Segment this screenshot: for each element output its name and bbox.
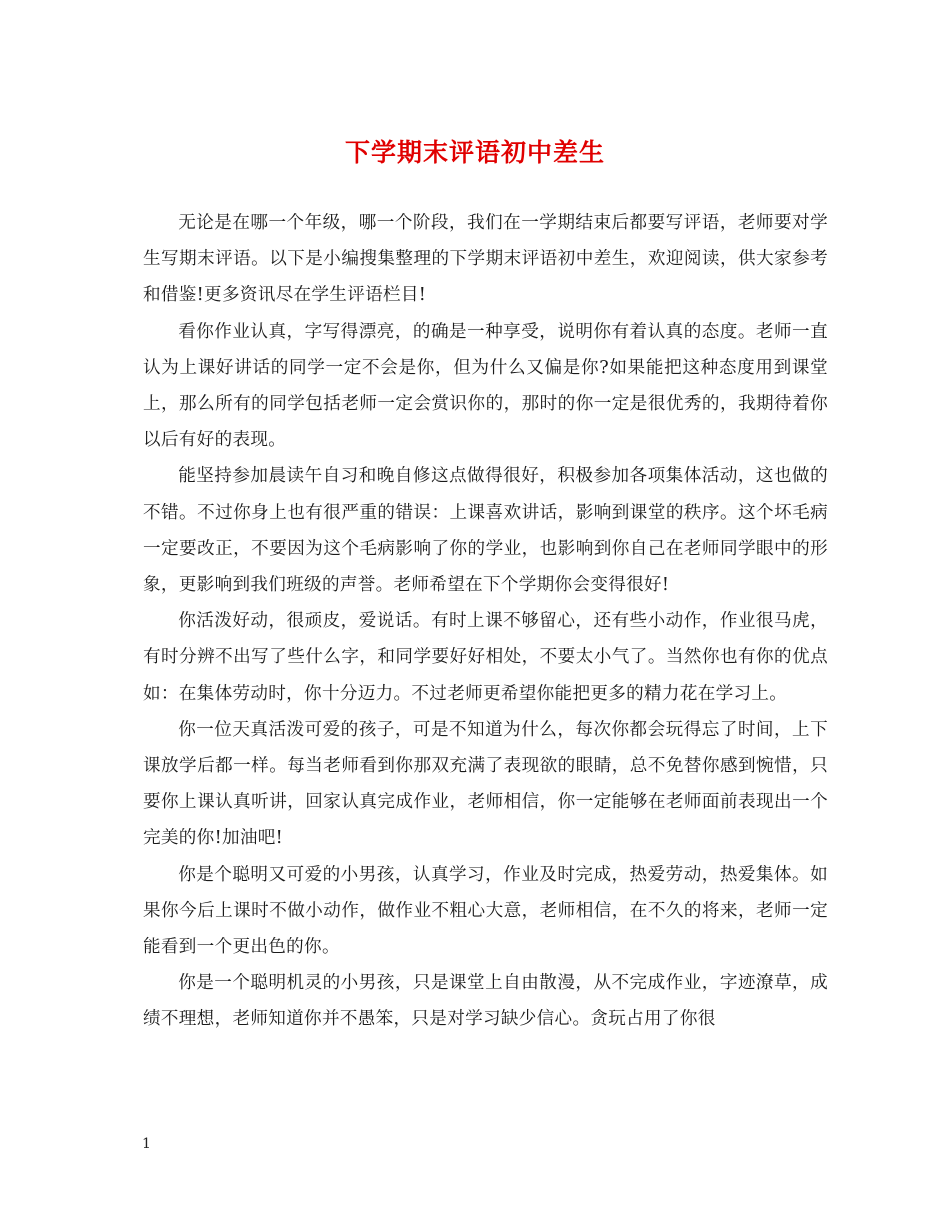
paragraph-comment-6: 你是一个聪明机灵的小男孩，只是课堂上自由散漫，从不完成作业，字迹潦草，成绩不理想，老师知道你并不愚笨，只是对学习缺少信心。贪玩占用了你很 — [143, 973, 828, 1030]
paragraph-comment-1: 看你作业认真，字写得漂亮，的确是一种享受，说明你有着认真的态度。老师一直认为上课好讲话的同学一定不会是你，但为什么又偏是你?如果能把这种态度用到课堂上，那么所有的同学包括老师一定会赏识你的，那时的你一定是很优秀的，我期待着你以后有好的表现。 — [143, 321, 828, 451]
document-body — [143, 205, 828, 1038]
page-number: 1 — [142, 1136, 151, 1152]
paragraph-intro: 无论是在哪一个年级，哪一个阶段，我们在一学期结束后都要写评语，老师要对学生写期末评语。以下是小编搜集整理的下学期末评语初中差生，欢迎阅读，供大家参考和借鉴!更多资讯尽在学生评语栏目! — [143, 213, 828, 306]
page-title: 下学期末评语初中差生 — [344, 138, 605, 167]
paragraph-comment-4: 你一位天真活泼可爱的孩子，可是不知道为什么，每次你都会玩得忘了时间，上下课放学后都一样。每当老师看到你那双充满了表现欲的眼睛，总不免替你感到惋惜，只要你上课认真听讲，回家认真完成作业，老师相信，你一定能够在老师面前表现出一个完美的你!加油吧! — [143, 719, 828, 849]
paragraph-comment-5: 你是个聪明又可爱的小男孩，认真学习，作业及时完成，热爱劳动，热爱集体。如果你今后上课时不做小动作，做作业不粗心大意，老师相信，在不久的将来，老师一定能看到一个更出色的你。 — [143, 864, 828, 958]
paragraph-comment-2: 能坚持参加晨读午自习和晚自修这点做得很好，积极参加各项集体活动，这也做的不错。不过你身上也有很严重的错误：上课喜欢讲话，影响到课堂的秩序。这个坏毛病一定要改正，不要因为这个毛病影响了你的学业，也影响到你自己在老师同学眼中的形象，更影响到我们班级的声誉。老师希望在下个学期你会变得很好! — [143, 466, 828, 596]
paragraph-comment-3: 你活泼好动，很顽皮，爱说话。有时上课不够留心，还有些小动作，作业很马虎，有时分辨不出写了些什么字，和同学要好好相处，不要太小气了。当然你也有你的优点如：在集体劳动时，你十分迈力。不过老师更希望你能把更多的精力花在学习上。 — [143, 611, 828, 704]
